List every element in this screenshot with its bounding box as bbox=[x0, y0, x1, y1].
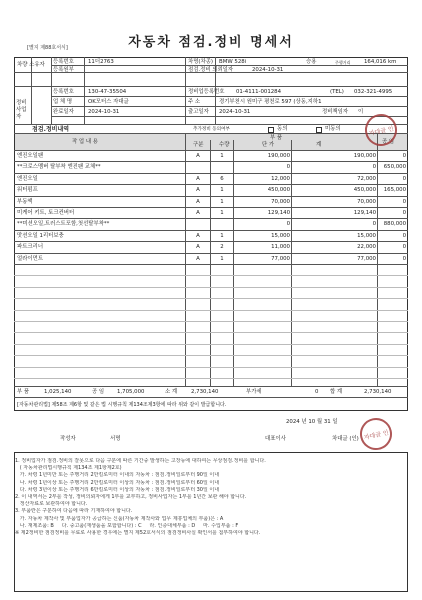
cell-wage: 0 bbox=[402, 153, 406, 159]
row-divider bbox=[14, 344, 408, 345]
cell-qty: 1 bbox=[220, 187, 224, 194]
cell-unit: 70,000 bbox=[271, 198, 290, 205]
cell-unit: 0 bbox=[286, 164, 290, 171]
cell-unit: 190,000 bbox=[267, 153, 290, 159]
cell-kind: A bbox=[196, 232, 200, 239]
col-unit: 단 가 bbox=[262, 142, 275, 148]
col-wage: 공 임 bbox=[382, 139, 395, 145]
release-value: 2024-10-31 bbox=[219, 109, 251, 115]
footnote-line: 나. 차령 1년이상 또는 주행거리 2만킬로미터 이상의 자동차 : 점검.정비일로부터 60일 이내 bbox=[15, 479, 220, 486]
cell-unit: 12,000 bbox=[271, 175, 290, 182]
cell-name: 엔진오일 bbox=[17, 175, 38, 182]
addr-label: 주 소 bbox=[188, 99, 201, 105]
maint-no-value: 01-4111-001284 bbox=[236, 89, 282, 95]
sign-label: 서명 bbox=[110, 436, 121, 442]
cell-wage: 0 bbox=[402, 175, 406, 182]
warranty-label: 정비책임자 bbox=[322, 109, 349, 115]
cell-unit: 450,000 bbox=[267, 187, 290, 194]
cell-amount: 22,000 bbox=[357, 244, 376, 251]
footnote-line: 정산자료로 보관하여야 합니다. bbox=[15, 501, 88, 508]
total-parts-label: 부 품 bbox=[17, 389, 30, 395]
row-divider bbox=[14, 207, 408, 208]
form-number: [별지 제88호서식] bbox=[27, 45, 68, 51]
total-wage-value: 1,705,000 bbox=[117, 389, 145, 395]
row-divider bbox=[14, 161, 408, 162]
cell-wage: 0 bbox=[402, 244, 406, 251]
cell-qty: 1 bbox=[220, 255, 224, 262]
cell-unit: 0 bbox=[286, 221, 290, 228]
cell-wage: 0 bbox=[402, 210, 406, 216]
done-value: 2024-10-31 bbox=[88, 109, 120, 115]
cell-unit: 129,140 bbox=[267, 210, 290, 216]
cell-wage: 880,000 bbox=[383, 221, 406, 228]
row-divider bbox=[14, 264, 408, 265]
cell-wage: 650,000 bbox=[383, 164, 406, 171]
subtotal-label: 소 계 bbox=[165, 389, 178, 395]
cell-wage: 165,000 bbox=[383, 187, 406, 194]
cell-amount: 72,000 bbox=[357, 175, 376, 182]
cell-amount: 0 bbox=[372, 221, 376, 228]
footnote-line: ※ 제2정비한 점검정비를 무료로 사용한 경우에는 별지 제52호서식의 점검정비사실 확인서를 첨부하여야 합니다. bbox=[15, 530, 261, 537]
cell-name: 맛션오일 1리터보충 bbox=[17, 232, 64, 239]
col-qty: 수량 bbox=[219, 142, 230, 148]
col-kind: 구분 bbox=[193, 142, 204, 148]
footnote-line: ( 자동차관리법시행규칙 제134조 제1항제2호) bbox=[15, 465, 122, 472]
col-work: 작 업 내 용 bbox=[72, 139, 98, 145]
row-divider bbox=[14, 184, 408, 185]
issue-date: 2024 년 10 월 31 일 bbox=[286, 419, 338, 425]
biz-no-label: 등록번호 bbox=[53, 89, 74, 95]
disagree-checkbox[interactable] bbox=[316, 127, 322, 133]
col-parts: 부 품 bbox=[270, 135, 283, 141]
regdate-value: 2024-10-31 bbox=[252, 67, 284, 73]
cell-name: 파트크리너 bbox=[17, 244, 44, 251]
mileage-label: 주행거리 bbox=[335, 60, 351, 65]
cell-name: 부동액 bbox=[17, 198, 33, 205]
row-divider bbox=[14, 332, 408, 333]
row-divider bbox=[14, 310, 408, 311]
register-label: 등록원부 bbox=[53, 67, 74, 73]
mileage-value: 164,016 km bbox=[364, 59, 397, 65]
cell-unit: 11,000 bbox=[271, 244, 290, 251]
requester-label: 작성자 bbox=[60, 436, 76, 442]
cell-qty: 1 bbox=[220, 153, 224, 159]
row-divider bbox=[14, 321, 408, 322]
reg-no-value: 11더2763 bbox=[88, 59, 114, 65]
total-wage-label: 공 임 bbox=[92, 389, 105, 395]
cell-name: 미케어 키트, 토크컨버터 bbox=[17, 210, 75, 216]
disagree-label: 미동의 bbox=[325, 126, 341, 132]
agree-label: 동의 bbox=[277, 126, 288, 132]
row-divider bbox=[14, 378, 408, 379]
footnote-line: 다. 차령 3년이상 또는 주행거리 6만킬로미터 이상의 자동차 : 점검.정비일로부터 30일 이내 bbox=[15, 486, 220, 493]
document-title: 자동차 점검.정비 명세서 bbox=[128, 35, 294, 50]
cell-unit: 77,000 bbox=[271, 255, 290, 262]
cell-amount: 190,000 bbox=[353, 153, 376, 159]
owner-label: 차량 소유자 bbox=[17, 62, 45, 68]
footnote-line: 2. 이 내역서는 2부를 작성, 정비의뢰자에게 1부를 교부하고, 정비사업자는 1부를 1년간 보관 해야 합니다. bbox=[15, 494, 247, 501]
footnote-line: 1. 정비업자가 점검.정비의 잘못으로 다음 구분에 따른 기간중 발생하는 고장등에 대하여는 무상점검.정비를 합니다. bbox=[15, 458, 266, 464]
row-divider bbox=[14, 196, 408, 197]
cell-kind: A bbox=[196, 210, 200, 216]
regdate-label: 점검.정비 의뢰일자 bbox=[188, 67, 234, 73]
cell-name: **크로스멤버 탈부착 엔진팬 교체** bbox=[17, 164, 101, 171]
cell-kind: A bbox=[196, 153, 200, 159]
model-value: BMW 528i bbox=[219, 59, 247, 65]
biz-no-value: 130-47-35504 bbox=[88, 89, 127, 95]
cell-name: **미션오일,트러스트포함,첫선탈부착** bbox=[17, 221, 110, 228]
cell-qty: 2 bbox=[220, 244, 224, 251]
footnotes bbox=[15, 458, 407, 537]
vat-value: 0 bbox=[315, 389, 319, 395]
shop-label: 정비 사업자 bbox=[16, 100, 27, 120]
done-label: 완료일자 bbox=[53, 109, 74, 115]
section-title: 점검.정비내역 bbox=[32, 126, 70, 133]
cell-qty: 1 bbox=[220, 198, 224, 205]
reg-no-label: 등록번호 bbox=[53, 59, 74, 65]
total-label: 합 계 bbox=[330, 389, 343, 395]
company-seal: 자대글 인 bbox=[362, 111, 400, 149]
total-parts-value: 1,025,140 bbox=[44, 389, 72, 395]
cell-qty: 6 bbox=[220, 175, 224, 182]
company-seal-bottom: 자대글 인 bbox=[357, 415, 395, 453]
cell-qty: 1 bbox=[220, 232, 224, 239]
rep-label: 대표이사 bbox=[265, 436, 286, 442]
row-divider bbox=[14, 241, 408, 242]
cell-amount: 0 bbox=[372, 164, 376, 171]
row-divider bbox=[14, 230, 408, 231]
cell-kind: A bbox=[196, 198, 200, 205]
footnote-line: 3. 부품란은 구분하여 다음에 따라 기재하여야 합니다. bbox=[15, 508, 133, 515]
cell-amount: 129,140 bbox=[353, 210, 376, 216]
cell-kind: A bbox=[196, 187, 200, 194]
row-divider bbox=[14, 218, 408, 219]
maint-no-label: 정비업등록번호 bbox=[188, 89, 225, 95]
row-divider bbox=[14, 355, 408, 356]
addr-value: 경기부천시 원미구 평천로 597 (상동,지하1 bbox=[219, 99, 322, 105]
warranty-value: 이 bbox=[358, 109, 364, 115]
cell-amount: 450,000 bbox=[353, 187, 376, 194]
shop-name-value: OK모터스 자대글 bbox=[88, 99, 129, 105]
footnote-line: 가. 자동차 제작사 및 부품업자가 공급하는 신품(자동차 제작사와 업무 제휴업체의 부품)은 : A bbox=[15, 515, 224, 522]
vat-label: 부가세 bbox=[246, 389, 262, 395]
cell-kind: A bbox=[196, 255, 200, 262]
release-label: 출고일자 bbox=[188, 109, 209, 115]
law-notice: [자동차관리법] 제58조 제6항 및 같은 법 시행규칙 제134조제3항에 따라 위와 같이 발급합니다. bbox=[17, 402, 227, 408]
tel-value: 032-321-4995 bbox=[354, 89, 393, 95]
model-label: 차명(차종) bbox=[188, 59, 214, 65]
cell-name: 엔진오일팬 bbox=[17, 153, 44, 159]
cell-wage: 0 bbox=[402, 198, 406, 205]
cell-amount: 15,000 bbox=[357, 232, 376, 239]
row-divider bbox=[14, 275, 408, 276]
tel-label: (TEL) bbox=[330, 89, 344, 95]
cell-name: 얼라이먼트 bbox=[17, 255, 44, 262]
subtotal-value: 2,730,140 bbox=[191, 389, 219, 395]
row-divider bbox=[14, 253, 408, 254]
cell-amount: 70,000 bbox=[357, 198, 376, 205]
cell-name: 워터펌프 bbox=[17, 187, 38, 194]
use-value: 승용 bbox=[306, 59, 317, 65]
cell-kind: A bbox=[196, 244, 200, 251]
shop-name-label: 업 체 명 bbox=[53, 99, 73, 105]
total-value: 2,730,140 bbox=[364, 389, 392, 395]
row-divider bbox=[14, 367, 408, 368]
company-label: 차대글 (인) bbox=[332, 436, 359, 442]
cell-wage: 0 bbox=[402, 232, 406, 239]
extra-work-label: 추가정비 동의여부 bbox=[193, 127, 230, 132]
row-divider bbox=[14, 173, 408, 174]
agree-checkbox[interactable] bbox=[268, 127, 274, 133]
col-amount: 계 bbox=[316, 142, 322, 148]
row-divider bbox=[14, 298, 408, 299]
footnote-line: 가. 차령 1년미만 또는 주행거리 2만킬로미터 이내의 자동차 : 점검.정비일로부터 90일 이내 bbox=[15, 472, 220, 479]
cell-amount: 77,000 bbox=[357, 255, 376, 262]
cell-wage: 0 bbox=[402, 255, 406, 262]
cell-unit: 15,000 bbox=[271, 232, 290, 239]
footnote-line: 나. 재제조품: B 다. 중고품(재생품을 포함합니다) : C 라. 인증대체부품 : D 마. 수입부품 : F bbox=[15, 522, 239, 529]
cell-kind: A bbox=[196, 175, 200, 182]
cell-qty: 1 bbox=[220, 210, 224, 216]
row-divider bbox=[14, 287, 408, 288]
